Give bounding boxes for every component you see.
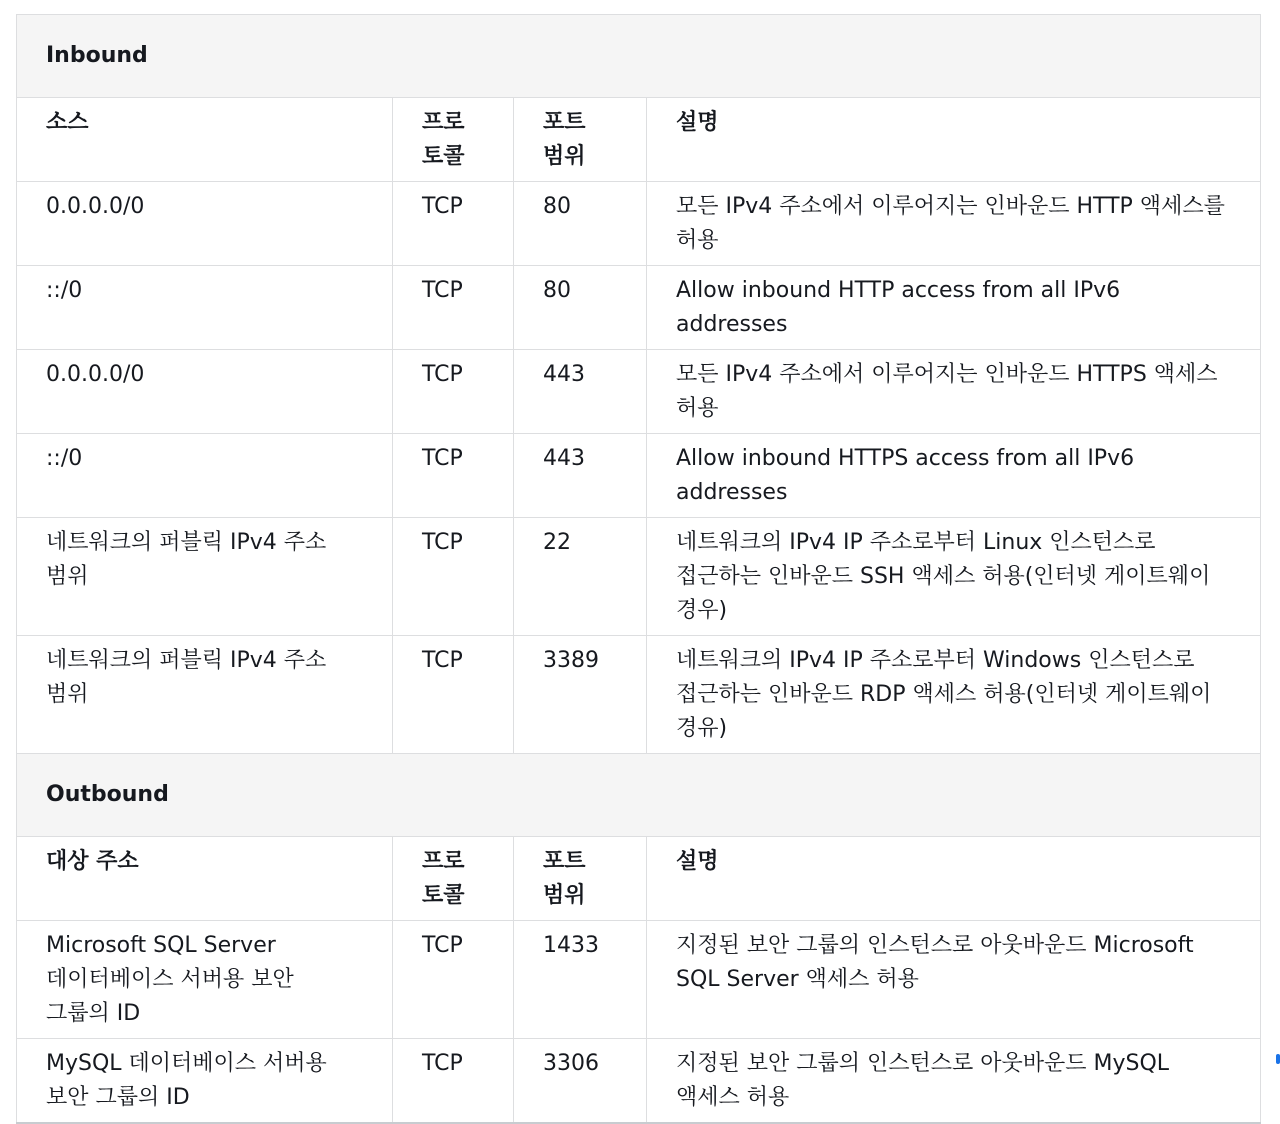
outbound-header-destination: 대상 주소 <box>17 837 393 921</box>
description-cell: 모든 IPv4 주소에서 이루어지는 인바운드 HTTP 액세스를 허용 <box>647 182 1261 266</box>
inbound-header-description: 설명 <box>647 98 1261 182</box>
table-row <box>17 1039 1261 1124</box>
outbound-header-description: 설명 <box>647 837 1261 921</box>
outbound-header-row <box>17 837 1261 921</box>
table-row <box>17 434 1261 518</box>
port-range-cell: 80 <box>514 182 647 266</box>
port-range-cell: 443 <box>514 350 647 434</box>
security-group-rules-table <box>16 14 1261 1124</box>
protocol-cell: TCP <box>393 636 514 754</box>
source-cell: 0.0.0.0/0 <box>17 182 393 266</box>
source-cell: 네트워크의 퍼블릭 IPv4 주소 범위 <box>17 518 393 636</box>
inbound-header-port-range: 포트 범위 <box>514 98 647 182</box>
protocol-cell: TCP <box>393 1039 514 1124</box>
description-cell: 모든 IPv4 주소에서 이루어지는 인바운드 HTTPS 액세스 허용 <box>647 350 1261 434</box>
inbound-header-protocol: 프로토콜 <box>393 98 514 182</box>
protocol-cell: TCP <box>393 518 514 636</box>
table-row <box>17 266 1261 350</box>
protocol-cell: TCP <box>393 921 514 1039</box>
outbound-section-title: Outbound <box>17 754 1261 837</box>
port-range-cell: 22 <box>514 518 647 636</box>
inbound-section-row <box>17 15 1261 98</box>
description-cell: 네트워크의 IPv4 IP 주소로부터 Linux 인스턴스로 접근하는 인바운드 SSH 액세스 허용(인터넷 게이트웨이 경우) <box>647 518 1261 636</box>
table-row <box>17 518 1261 636</box>
table-row <box>17 921 1261 1039</box>
protocol-cell: TCP <box>393 266 514 350</box>
destination-cell: Microsoft SQL Server 데이터베이스 서버용 보안 그룹의 ID <box>17 921 393 1039</box>
port-range-cell: 1433 <box>514 921 647 1039</box>
protocol-cell: TCP <box>393 182 514 266</box>
description-cell: 지정된 보안 그룹의 인스턴스로 아웃바운드 Microsoft SQL Server 액세스 허용 <box>647 921 1261 1039</box>
port-range-cell: 443 <box>514 434 647 518</box>
description-cell: 지정된 보안 그룹의 인스턴스로 아웃바운드 MySQL 액세스 허용 <box>647 1039 1261 1124</box>
port-range-cell: 3306 <box>514 1039 647 1124</box>
port-range-cell: 80 <box>514 266 647 350</box>
table-row <box>17 182 1261 266</box>
source-cell: ::/0 <box>17 266 393 350</box>
description-cell: 네트워크의 IPv4 IP 주소로부터 Windows 인스턴스로 접근하는 인바운드 RDP 액세스 허용(인터넷 게이트웨이 경유) <box>647 636 1261 754</box>
source-cell: ::/0 <box>17 434 393 518</box>
description-cell: Allow inbound HTTPS access from all IPv6 addresses <box>647 434 1261 518</box>
outbound-section-row <box>17 754 1261 837</box>
table-row <box>17 636 1261 754</box>
table-row <box>17 350 1261 434</box>
source-cell: 0.0.0.0/0 <box>17 350 393 434</box>
scroll-edge-marker <box>1276 1054 1280 1064</box>
description-cell: Allow inbound HTTP access from all IPv6 addresses <box>647 266 1261 350</box>
port-range-cell: 3389 <box>514 636 647 754</box>
outbound-header-protocol: 프로토콜 <box>393 837 514 921</box>
protocol-cell: TCP <box>393 434 514 518</box>
destination-cell: MySQL 데이터베이스 서버용 보안 그룹의 ID <box>17 1039 393 1124</box>
protocol-cell: TCP <box>393 350 514 434</box>
outbound-header-port-range: 포트 범위 <box>514 837 647 921</box>
inbound-header-source: 소스 <box>17 98 393 182</box>
inbound-section-title: Inbound <box>17 15 1261 98</box>
source-cell: 네트워크의 퍼블릭 IPv4 주소 범위 <box>17 636 393 754</box>
inbound-header-row <box>17 98 1261 182</box>
